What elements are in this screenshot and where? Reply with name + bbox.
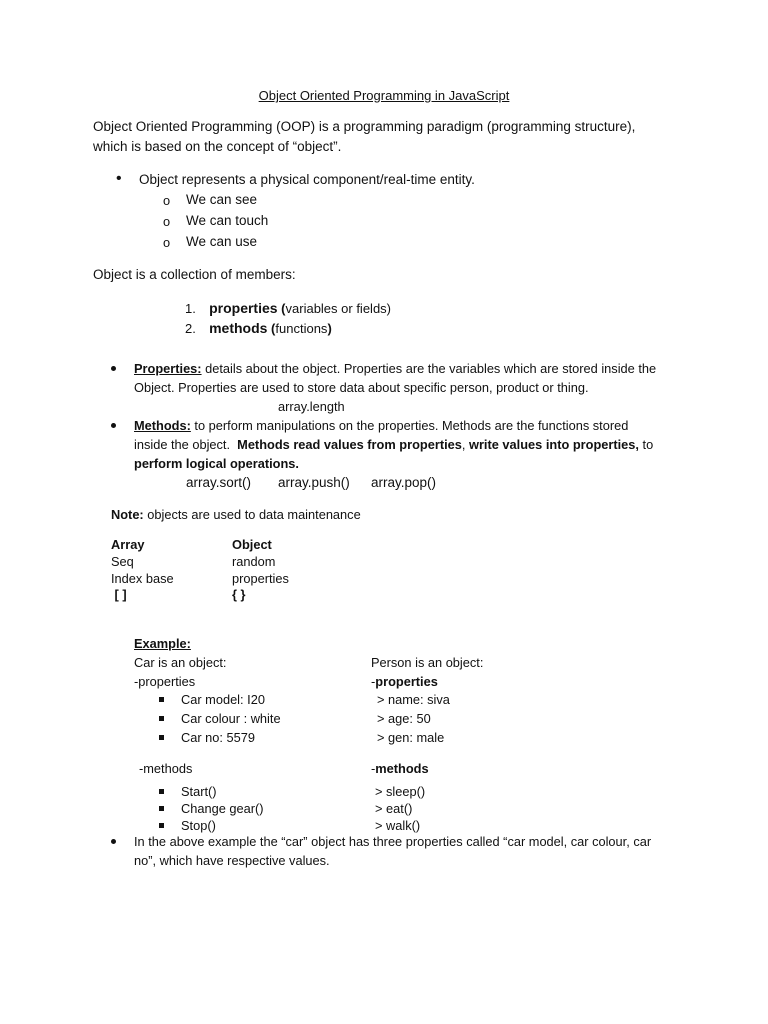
person-methods-label [371, 761, 429, 776]
item-number: 1. [185, 301, 196, 316]
table-cell: properties [232, 571, 289, 586]
person-method: > walk() [375, 818, 421, 833]
page-title: Object Oriented Programming in JavaScript [258, 88, 510, 103]
circle-marker-icon: o [163, 235, 171, 250]
dash: - [371, 761, 376, 776]
example-heading: Example: [134, 636, 191, 651]
car-property: Car no: 5579 [181, 730, 255, 745]
final-line-1: In the above example the “car” object has three properties called “car model, car colour, car [134, 834, 652, 849]
table-header-array: Array [111, 537, 145, 552]
square-bullet-icon [159, 697, 164, 702]
table-cell: [ ] [111, 587, 127, 602]
sub-item-touch: We can touch [186, 213, 269, 228]
table-cell: random [232, 554, 276, 569]
table-cell: Seq [111, 554, 134, 569]
note-text: objects are used to data maintenance [143, 507, 361, 522]
circle-marker-icon: o [163, 193, 171, 208]
methods-text: to perform manipulations on the properties. Methods are the functions stored [190, 418, 629, 433]
method-example-sort: array.sort() [186, 475, 252, 490]
methods-line2-tail: to [638, 437, 654, 452]
item-number: 2. [185, 321, 196, 336]
square-bullet-icon [159, 823, 164, 828]
methods-line-3: perform logical operations. [134, 456, 299, 471]
methods-label: Methods: [134, 418, 191, 433]
methods-line-1 [134, 418, 628, 433]
person-property: > gen: male [377, 730, 445, 745]
item-term: properties [209, 300, 278, 316]
person-method: > sleep() [375, 784, 426, 799]
note [111, 507, 361, 522]
paren-close: ) [327, 321, 332, 336]
bullet-icon [111, 839, 116, 844]
table-cell: Index base [111, 571, 174, 586]
methods-line2-bold-b: write values into properties, [469, 437, 639, 452]
properties-word: properties [375, 674, 438, 689]
square-bullet-icon [159, 789, 164, 794]
person-property: > name: siva [377, 692, 450, 707]
sub-item-see: We can see [186, 192, 258, 207]
properties-line-2: Object. Properties are used to store data about specific person, product or thing. [134, 380, 589, 395]
bullet-icon [111, 366, 116, 371]
methods-line2-comma: , [461, 437, 469, 452]
paren-close: ) [386, 301, 392, 316]
car-property: Car model: I20 [181, 692, 265, 707]
car-method: Change gear() [181, 801, 264, 816]
square-bullet-icon [159, 735, 164, 740]
table-header-object: Object [232, 537, 272, 552]
item-term: methods [209, 320, 268, 336]
table-cell: { } [232, 587, 246, 602]
method-example-pop: array.pop() [371, 475, 437, 490]
methods-line2-bold-a: Methods read values from properties [237, 437, 462, 452]
car-method: Start() [181, 784, 217, 799]
collection-heading: Object is a collection of members: [93, 267, 296, 282]
note-label: Note: [111, 507, 144, 522]
object-bullet-text: Object represents a physical component/real-time entity. [139, 172, 475, 187]
car-properties-label: -properties [134, 674, 196, 689]
bullet-icon [111, 423, 116, 428]
square-bullet-icon [159, 806, 164, 811]
sub-item-use: We can use [186, 234, 258, 249]
item-desc: functions [275, 321, 328, 336]
person-property: > age: 50 [377, 711, 431, 726]
car-title: Car is an object: [134, 655, 227, 670]
bullet-icon: • [116, 170, 122, 187]
square-bullet-icon [159, 716, 164, 721]
person-method: > eat() [375, 801, 413, 816]
method-example-push: array.push() [278, 475, 350, 490]
car-property: Car colour : white [181, 711, 281, 726]
numbered-item-properties [185, 300, 391, 316]
intro-line-1: Object Oriented Programming (OOP) is a programming paradigm (programming structure), [93, 119, 636, 134]
car-methods-label: -methods [139, 761, 193, 776]
dash: - [371, 674, 376, 689]
final-line-2: no”, which have respective values. [134, 853, 330, 868]
properties-label: Properties: [134, 361, 202, 376]
car-method: Stop() [181, 818, 216, 833]
properties-example: array.length [278, 399, 345, 414]
methods-word: methods [375, 761, 429, 776]
circle-marker-icon: o [163, 214, 171, 229]
paren-open: ( [267, 321, 276, 336]
methods-line2-plain: inside the object. [134, 437, 238, 452]
methods-line-2 [134, 437, 653, 452]
paren-open: ( [277, 301, 286, 316]
person-properties-label [371, 674, 438, 689]
properties-text: details about the object. Properties are the variables which are stored inside the [201, 361, 657, 376]
intro-line-2: which is based on the concept of “object”. [93, 139, 342, 154]
numbered-item-methods [185, 320, 332, 336]
person-title: Person is an object: [371, 655, 484, 670]
item-desc: variables or fields [285, 301, 387, 316]
properties-line-1 [134, 361, 656, 376]
